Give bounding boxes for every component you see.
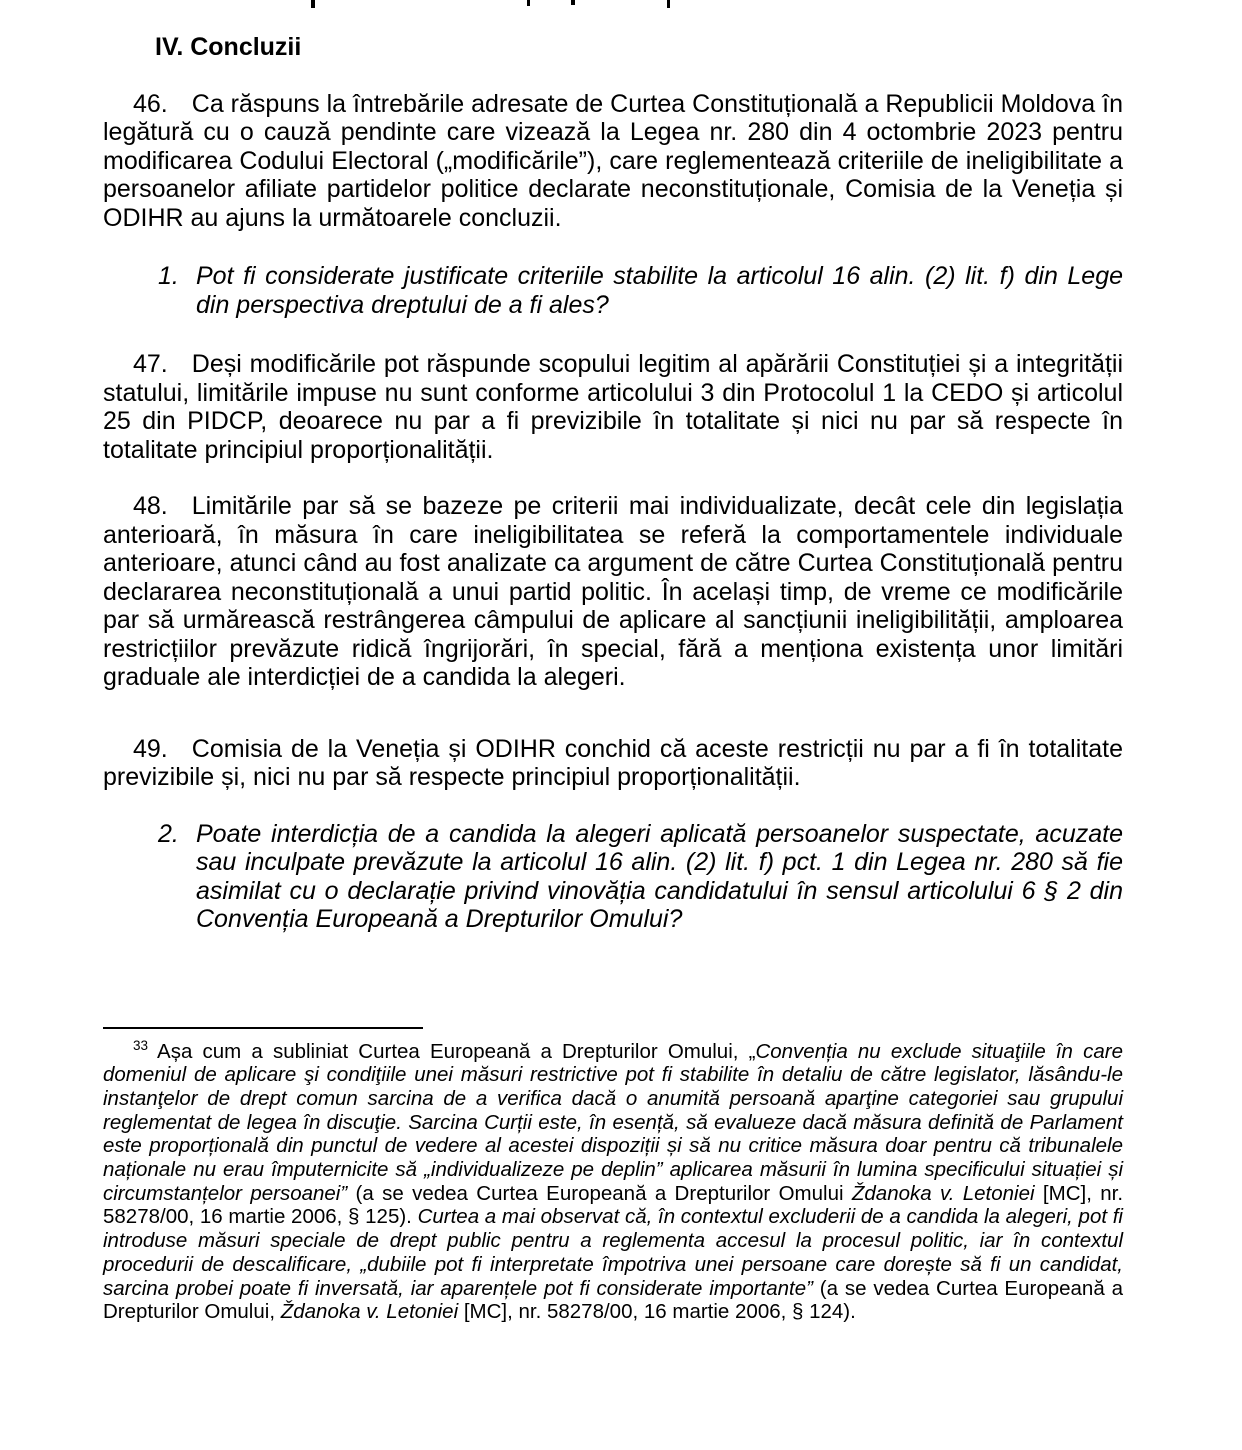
paragraph-number: 48. [133, 492, 168, 520]
paragraph-49 [103, 735, 1123, 792]
paragraph-text: Deși modificările pot răspunde scopului legitim al apărării Constituției și a integrității statului, limitările impuse nu sunt conforme articolului 3 din Protocolul 1 la CEDO și articolul 25 din PIDCP, deoarece nu par a fi previzibile în totalitate și nici nu par să respecte în totalitate principiul proporționalității. [103, 350, 1123, 464]
footnote-segment: Așa cum a subliniat Curtea Europeană a Drepturilor Omului, „ [148, 1039, 756, 1063]
paragraph-number: 46. [133, 89, 168, 118]
footnote-segment: (a se vedea Curtea Europeană a Drepturilor Omului [347, 1181, 852, 1205]
paragraph-number: 47. [133, 350, 168, 378]
section-heading: IV. Concluzii [155, 33, 302, 61]
footnote-segment: Ždanoka v. Letoniei [851, 1181, 1035, 1205]
footnote-separator [103, 1027, 423, 1029]
footnote-segment: Ždanoka v. Letoniei [280, 1300, 459, 1324]
question-text: Poate interdicția de a candida la alegeri aplicată persoanelor suspectate, acuzate sau inculpate prevăzute la articolul 16 alin. (2) lit. f) pct. 1 din Legea nr. 280 să fie asimilat cu o declarație privind vinovăția candidatului în sensul articolului 6 § 2 din Convenția Europeană a Drepturilor Omului? [196, 819, 1123, 933]
question-number: 1. [158, 262, 179, 290]
footnote-33 [103, 1037, 1124, 1324]
footnote-segment: (a se vedea Curtea Europeană a Drepturilor Omului, [103, 1276, 1123, 1324]
question-1 [158, 262, 1123, 319]
question-text: Pot fi considerate justificate criteriile stabilite la articolul 16 alin. (2) lit. f) din Lege din perspectiva dreptului de a fi ales? [196, 262, 1123, 319]
paragraph-47 [103, 350, 1123, 464]
question-2 [158, 820, 1123, 934]
clipped-glyph-fragment [527, 0, 530, 6]
footnote-marker: 33 [133, 1037, 149, 1053]
clipped-glyph-fragment [311, 0, 315, 8]
paragraph-48 [103, 492, 1123, 692]
footnote-segment: Convenția nu exclude situaţiile în care domeniul de aplicare şi condiţiile unei măsuri restrictive pot fi stabilite în detaliu de către legislator, lăsându-le instanţelor de drept comun sarcina de a verifica dacă o anumită persoană aparţine categoriei sau grupului reglementat de legea în discuţie. Sarcina Curții este, în esență, să evalueze dacă măsura definită de Parlament este proporțională din punctul de vedere al acestei dispoziții și să nu critice măsura doar pentru că tribunalele naționale nu erau împuternicite să „individualizeze pe deplin” aplicarea măsurii în lumina specificului situației și circumstanțelor persoanei” [103, 1039, 1123, 1205]
question-number: 2. [158, 819, 179, 848]
footnote-segment: Curtea a mai observat că, în contextul excluderii de a candida la alegeri, pot fi introduse măsuri speciale de drept public pentru a reglementa accesul la procesul politic, iar în contextul procedurii de descalificare, „dubiile pot fi interpretate împotriva unei persoane care dorește să fi un candidat, sarcina probei poate fi inversată, iar aparențele pot fi considerate importante” [103, 1205, 1123, 1300]
paragraph-text: Comisia de la Veneția și ODIHR conchid că aceste restricții nu par a fi în totalitate previzibile și, nici nu par să respecte principiul proporționalității. [103, 734, 1123, 791]
footnote-segment: [MC], nr. 58278/00, 16 martie 2006, § 124). [458, 1300, 856, 1324]
paragraph-text: Ca răspuns la întrebările adresate de Curtea Constituțională a Republicii Moldova în legătură cu o cauză pendinte care vizează la Legea nr. 280 din 4 octombrie 2023 pentru modificarea Codului Electoral („modificările”), care reglementează criteriile de ineligibilitate a persoanelor afiliate partidelor politice declarate neconstituționale, Comisia de la Veneția și ODIHR au ajuns la următoarele concluzii. [103, 89, 1123, 232]
paragraph-text: Limitările par să se bazeze pe criterii mai individualizate, decât cele din legislația anterioară, în măsura în care ineligibilitatea se referă la comportamentele individuale anterioare, atunci când au fost analizate ca argument de către Curtea Constituțională pentru declararea neconstituțională a unui partid politic. În același timp, de vreme ce modificările par să urmărească restrângerea câmpului de aplicare al sancțiunii ineligibilității, amploarea restricțiilor prevăzute ridică îngrijorări, în special, fără a menționa existența unor limitări graduale ale interdicției de a candida la alegeri. [103, 492, 1123, 691]
paragraph-number: 49. [133, 734, 168, 763]
paragraph-46 [103, 90, 1123, 233]
clipped-glyph-fragment [571, 0, 575, 5]
footnote-segment: [MC], nr. 58278/00, 16 martie 2006, § 125). [103, 1181, 1124, 1229]
clipped-glyph-fragment [667, 0, 670, 8]
